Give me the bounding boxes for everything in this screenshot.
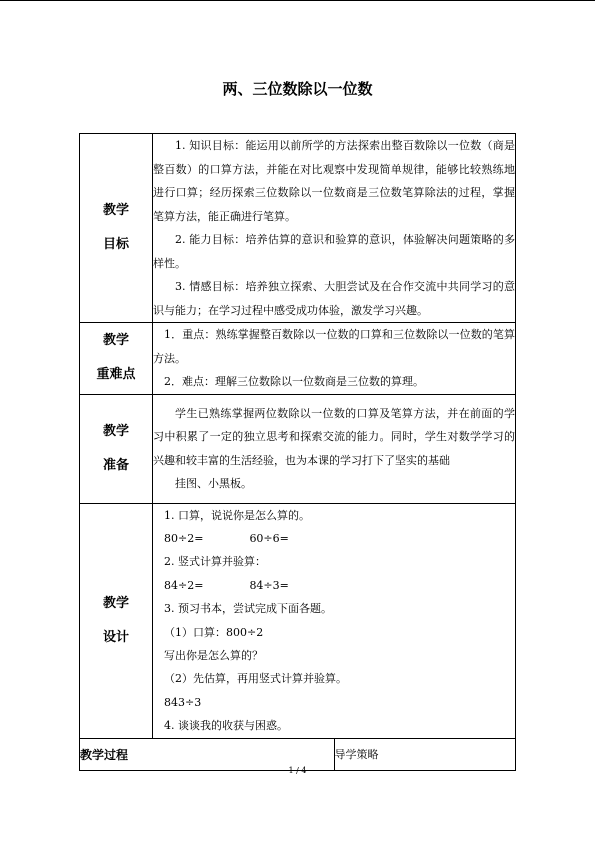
lesson-plan-table: [79, 133, 516, 771]
key-point-focus: 1．重点：熟练掌握整百数除以一位数的口算和三位数除以一位数的笔算方法。: [153, 328, 515, 365]
preparation-label-line2: 准备: [102, 457, 129, 473]
design-item-3-2: （2）先估算，再用竖式计算并验算。: [164, 672, 347, 686]
process-label: 教学过程: [80, 738, 335, 770]
goals-label: [80, 134, 153, 323]
design-label-line2: 设计: [102, 629, 129, 645]
goal-ability: 2. 能力目标：培养估算的意识和验算的意识，体验解决问题策略的多样性。: [153, 233, 515, 270]
problem-84-div-2: 84÷2=: [164, 578, 204, 592]
preparation-label-line1: 教学: [102, 423, 129, 439]
problem-843-div-3: 843÷3: [164, 695, 202, 709]
design-item-1: 1. 口算，说说你是怎么算的。: [164, 508, 310, 522]
page-number: 1 / 4: [288, 766, 307, 775]
goals-label-line1: 教学: [102, 203, 129, 218]
preparation-label: [80, 394, 153, 503]
goal-knowledge: 1. 知识目标：能运用以前所学的方法探索出整百数除以一位数（商是整百数）的口算方法，并能在对比观察中发现简单规律，能够比较熟练地进行口算；经历探索三位数除以一位数商是三位数笔算除法的过程，掌握笔算方法，能正确进行笔算。: [153, 139, 515, 223]
preparation-materials: 挂图、小黑板。: [175, 477, 252, 490]
key-points-label-line2: 重难点: [96, 367, 136, 383]
strategy-label: 导学策略: [334, 738, 516, 770]
page-title: 两、三位数除以一位数: [222, 80, 373, 98]
design-content: [153, 503, 516, 738]
design-label-line1: 教学: [102, 595, 129, 611]
goals-label-line2: 目标: [102, 237, 129, 252]
design-item-4: 4. 谈谈我的收获与困惑。: [164, 719, 288, 733]
design-oral-problems: [153, 527, 515, 550]
preparation-content: [153, 394, 516, 503]
row-preparation: [80, 394, 516, 503]
top-rule: [0, 0, 595, 1]
key-points-content: [153, 323, 516, 395]
key-points-label-line1: 教学: [102, 333, 129, 349]
design-item-3-1: （1）口算：800÷2: [164, 625, 264, 639]
goal-emotion: 3. 情感目标：培养独立探索、大胆尝试及在合作交流中共同学习的意识与能力；在学习过程中感受成功体验，激发学习兴趣。: [153, 280, 515, 317]
problem-80-div-2: 80÷2=: [164, 531, 204, 545]
design-item-2: 2. 竖式计算并验算：: [164, 555, 266, 569]
problem-60-div-6: 60÷6=: [249, 531, 289, 545]
problem-84-div-3: 84÷3=: [249, 578, 289, 592]
key-points-label: [80, 323, 153, 395]
goals-content: [153, 134, 516, 323]
design-label: [80, 503, 153, 738]
preparation-analysis: 学生已熟练掌握两位数除以一位数的口算及笔算方法，并在前面的学习中积累了一定的独立思考和探索交流的能力。同时，学生对数学学习的兴趣和较丰富的生活经验，也为本课的学习打下了坚实的基础: [153, 406, 515, 467]
design-item-3-1-note: 写出你是怎么算的？: [164, 648, 263, 662]
row-goals: [80, 134, 516, 323]
design-item-3: 3. 预习书本，尝试完成下面各题。: [164, 602, 332, 616]
row-key-points: [80, 323, 516, 395]
key-point-difficulty: 2．难点：理解三位数除以一位数商是三位数的算理。: [164, 375, 424, 388]
design-written-problems: [153, 574, 515, 597]
row-design: [80, 503, 516, 738]
